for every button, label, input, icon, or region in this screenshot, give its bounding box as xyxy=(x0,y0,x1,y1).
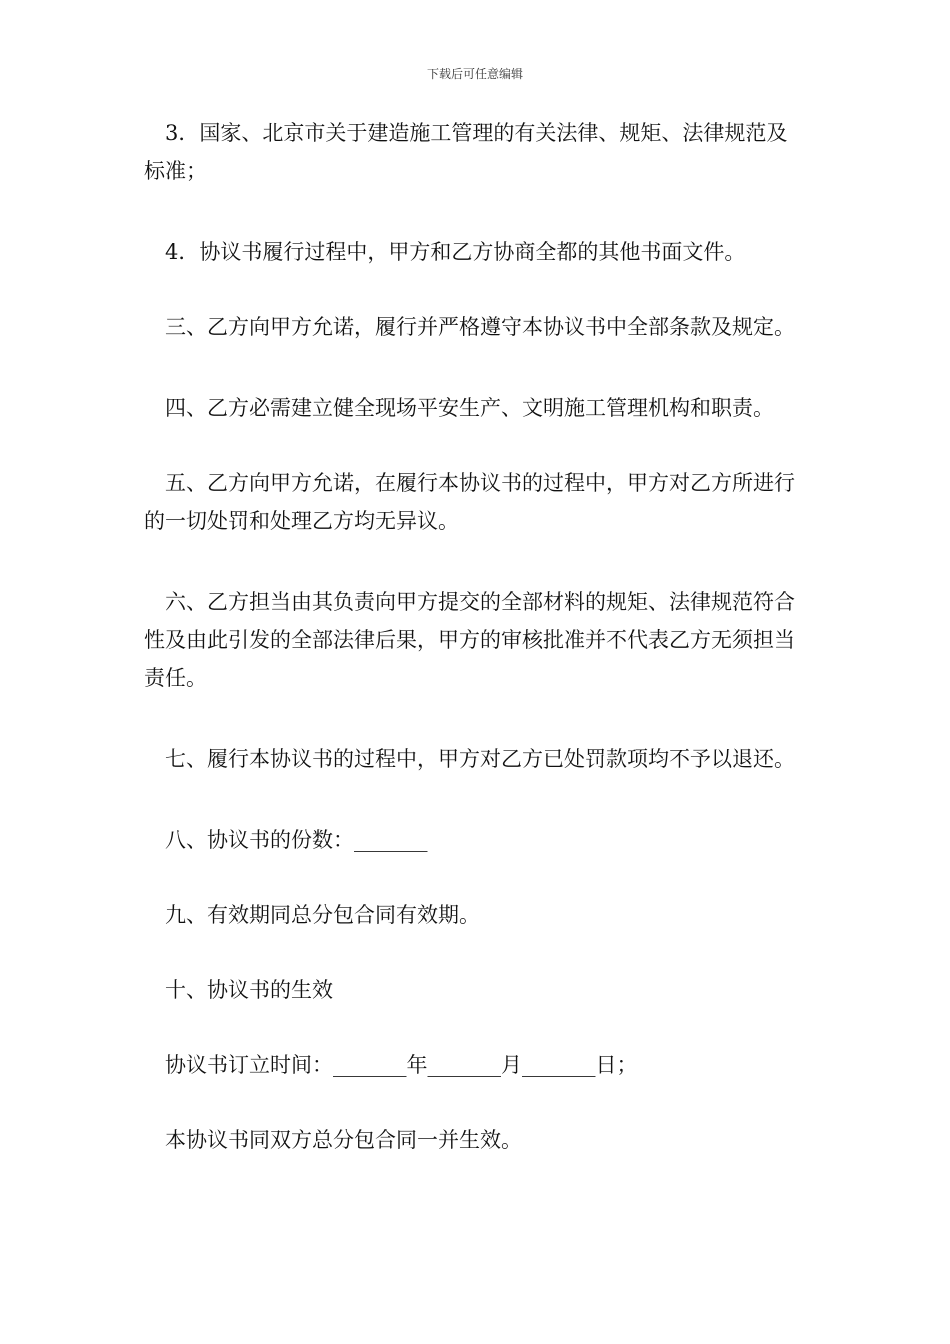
effective-with-contract: 本协议书同双方总分包合同一并生效。 xyxy=(165,1128,522,1152)
article-8-copies: 八、协议书的份数：_______ xyxy=(165,828,428,852)
signing-date-line: 协议书订立时间：_______年_______月_______日； xyxy=(165,1053,638,1077)
article-6-materials-responsibility: 六、乙方担当由其负责向甲方提交的全部材料的规矩、法律规范符合性及由此引发的全部法律后果，甲方的审核批准并不代表乙方无须担当责任。 xyxy=(144,590,795,690)
article-5-penalties: 五、乙方向甲方允诺，在履行本协议书的过程中，甲方对乙方所进行的一切处罚和处理乙方均无异议。 xyxy=(144,471,795,533)
article-4-safety-organization: 四、乙方必需建立健全现场平安生产、文明施工管理机构和职责。 xyxy=(165,396,774,420)
article-10-effectiveness: 十、协议书的生效 xyxy=(165,978,333,1002)
article-9-validity: 九、有效期同总分包合同有效期。 xyxy=(165,903,480,927)
clause-4-other-documents: 4．协议书履行过程中，甲方和乙方协商全都的其他书面文件。 xyxy=(165,240,746,264)
page-header-note: 下载后可任意编辑 xyxy=(426,67,523,81)
clause-3-applicable-laws: 3．国家、北京市关于建造施工管理的有关法律、规矩、法律规范及标准； xyxy=(144,121,788,183)
document-body xyxy=(144,114,808,1196)
article-7-no-refund: 七、履行本协议书的过程中，甲方对乙方已处罚款项均不予以退还。 xyxy=(165,747,795,771)
article-3-compliance: 三、乙方向甲方允诺，履行并严格遵守本协议书中全部条款及规定。 xyxy=(165,315,795,339)
